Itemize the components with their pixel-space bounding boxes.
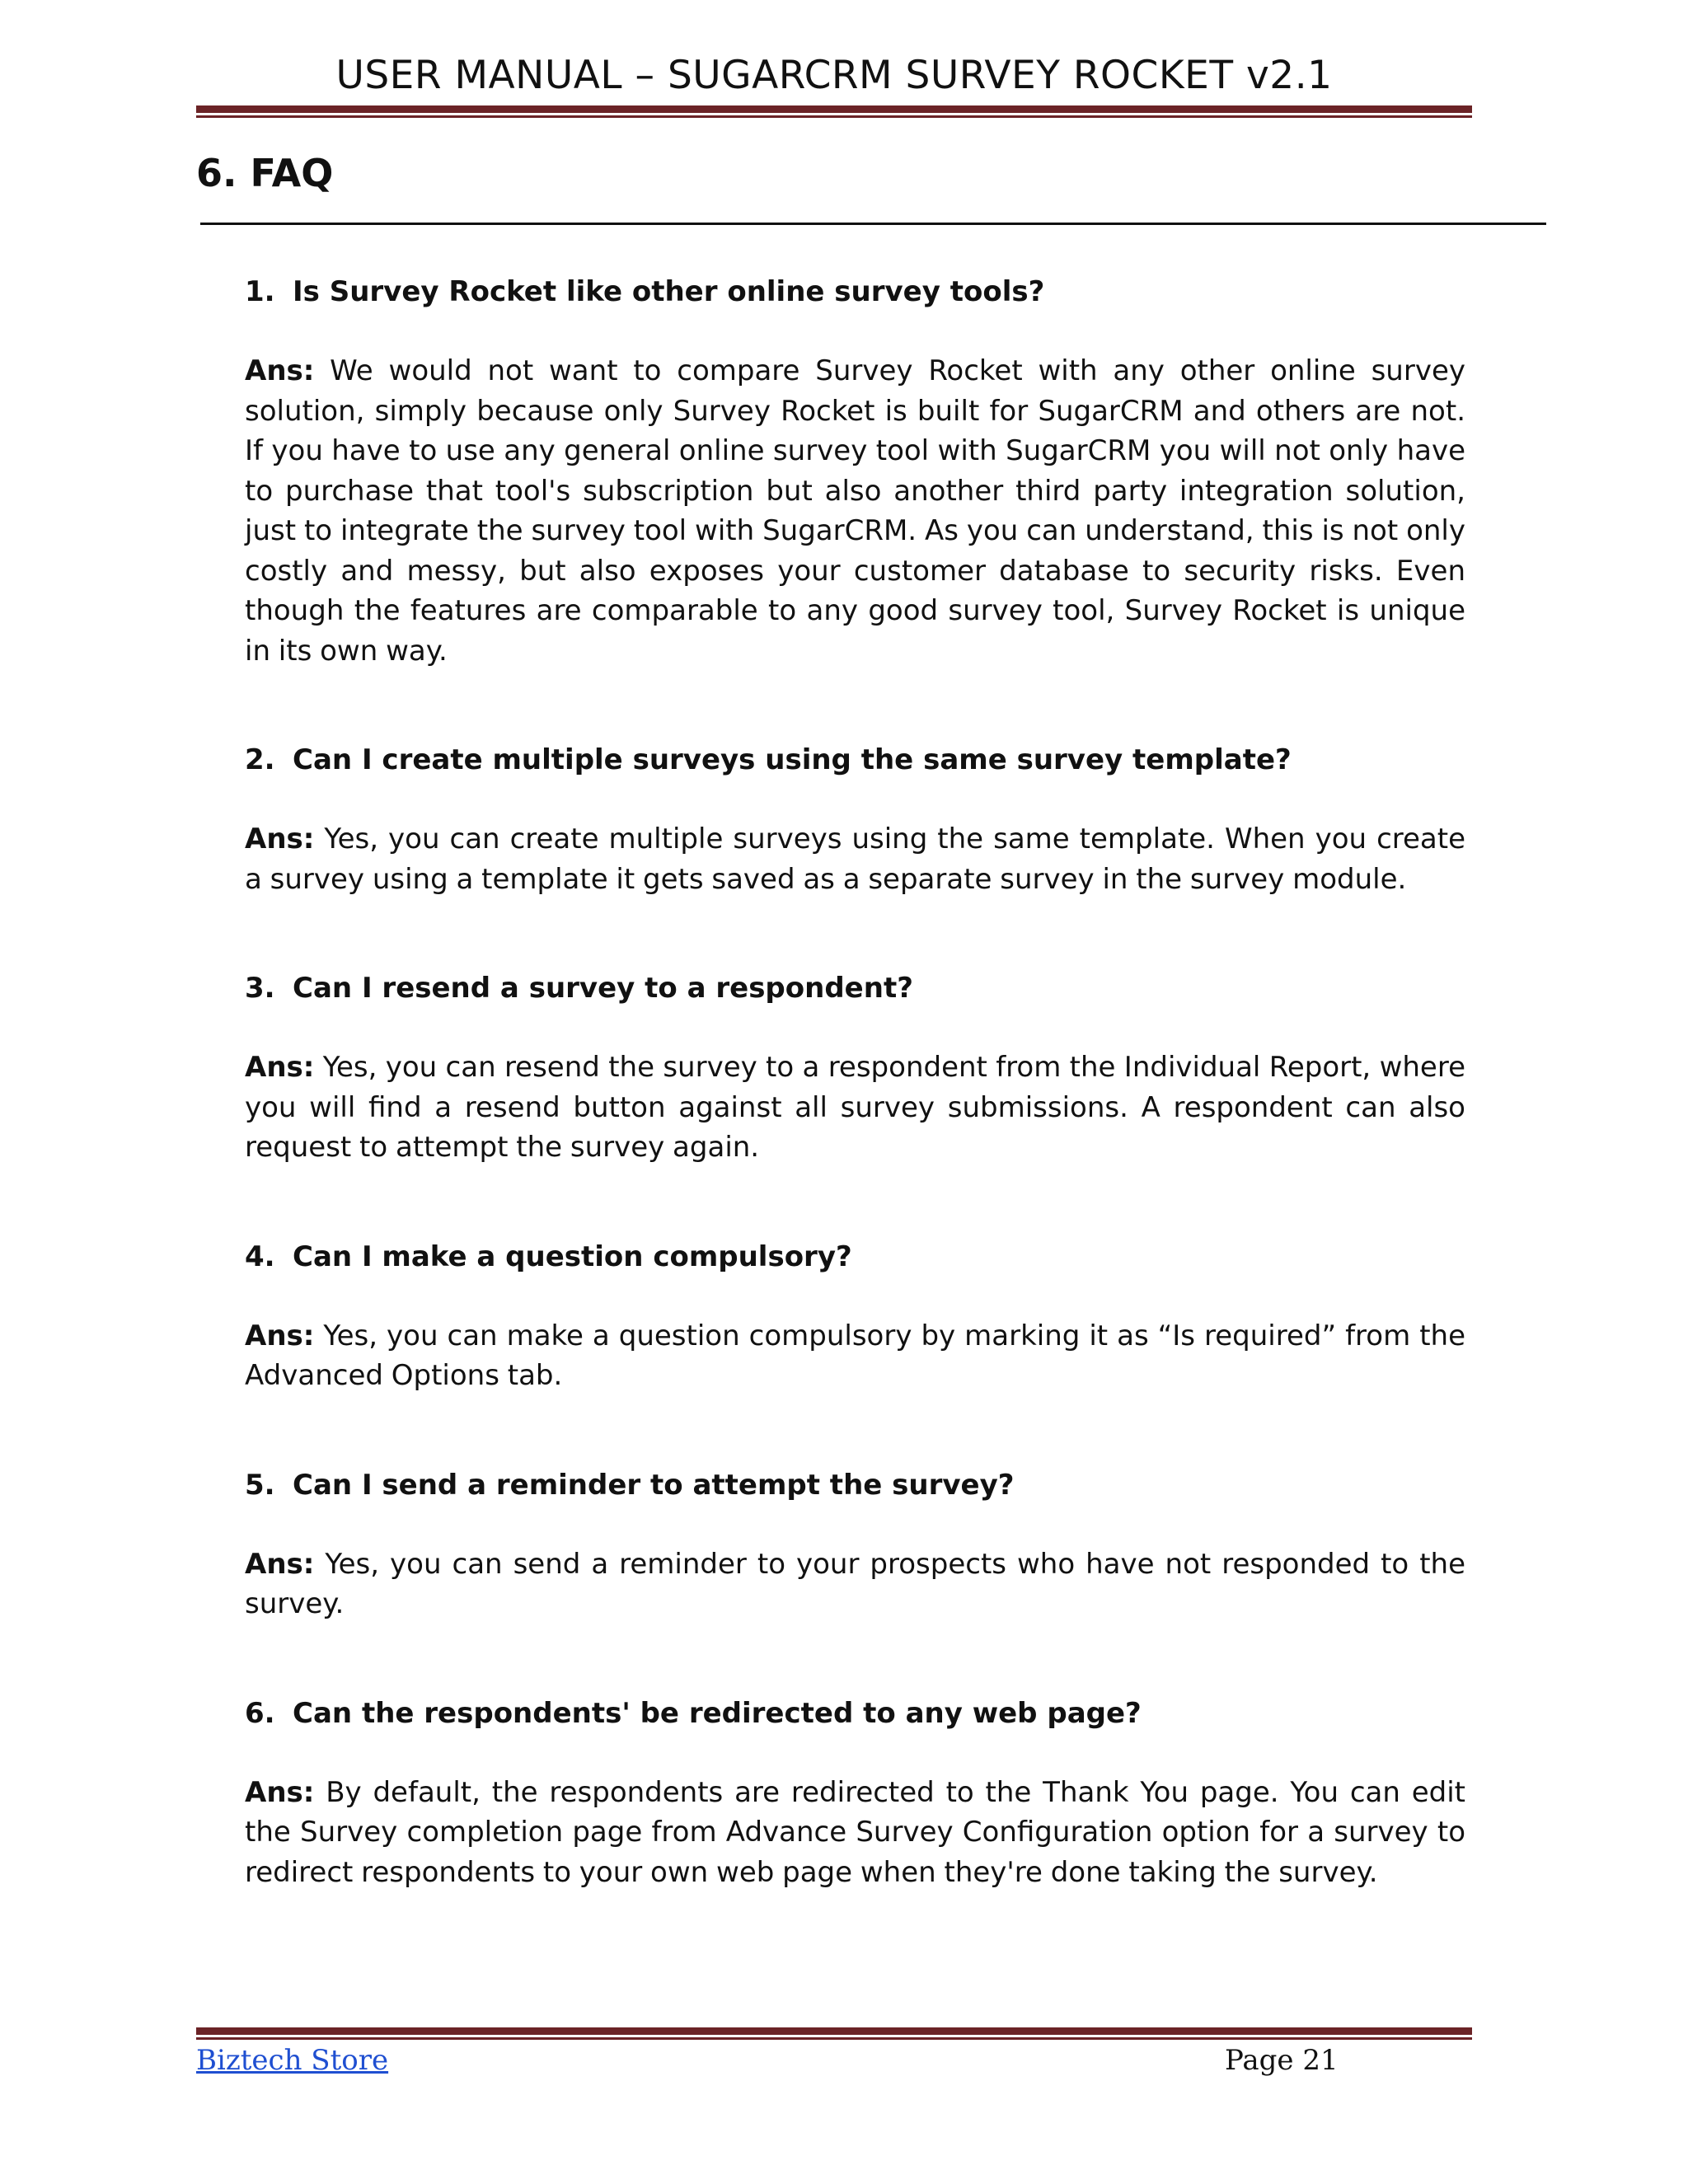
faq-number: 4. [245, 1240, 275, 1273]
faq-answer-text: Yes, you can resend the survey to a respondent from the Individual Report, where you will find a resend button against all survey submissions. A respondent can also request to attempt the survey again. [245, 1051, 1465, 1164]
faq-item-6 [245, 1694, 1465, 1893]
faq-question [245, 1694, 1465, 1733]
faq-question-text: Can I send a reminder to attempt the survey? [293, 1468, 1015, 1502]
answer-label: Ans: [245, 354, 315, 387]
biztech-store-link[interactable]: Biztech Store [196, 2044, 389, 2077]
header-divider [196, 105, 1472, 118]
faq-question [245, 1465, 1465, 1505]
faq-question-text: Can I make a question compulsory? [293, 1240, 852, 1273]
faq-item-2 [245, 740, 1465, 899]
answer-label: Ans: [245, 1319, 315, 1352]
faq-item-5 [245, 1465, 1465, 1624]
faq-answer-text: Yes, you can create multiple surveys using the same template. When you create a survey using a template it gets saved as a separate survey in the survey module. [245, 823, 1465, 896]
faq-answer [245, 819, 1465, 899]
faq-number: 2. [245, 743, 275, 776]
footer-divider [196, 2027, 1472, 2040]
page-number: Page 21 [1225, 2044, 1339, 2077]
faq-question-text: Can the respondents' be redirected to any web page? [293, 1696, 1142, 1730]
faq-number: 1. [245, 275, 275, 308]
faq-list [245, 272, 1465, 1892]
section-heading: 6. FAQ [196, 151, 334, 195]
faq-number: 3. [245, 972, 275, 1005]
faq-answer-text: By default, the respondents are redirected to the Thank You page. You can edit the Survey completion page from Advance Survey Configuration option for a survey to redirect respondents to your own web page when they're done taking the survey. [245, 1775, 1466, 1889]
answer-label: Ans: [245, 823, 315, 855]
faq-answer [245, 1544, 1465, 1624]
faq-number: 6. [245, 1696, 275, 1730]
answer-label: Ans: [245, 1775, 315, 1809]
faq-question [245, 968, 1465, 1008]
faq-question [245, 1237, 1465, 1277]
faq-number: 5. [245, 1468, 275, 1502]
answer-label: Ans: [245, 1051, 315, 1084]
answer-label: Ans: [245, 1547, 315, 1581]
faq-answer [245, 1047, 1465, 1168]
faq-answer-text: Yes, you can send a reminder to your prospects who have not responded to the survey. [245, 1547, 1465, 1620]
faq-question [245, 272, 1465, 312]
faq-answer [245, 1316, 1465, 1396]
faq-question [245, 740, 1465, 780]
faq-answer [245, 351, 1465, 671]
faq-answer-text: Yes, you can make a question compulsory by marking it as “Is required” from the Advanced Options tab. [245, 1319, 1465, 1392]
faq-item-3 [245, 968, 1465, 1168]
faq-question-text: Can I resend a survey to a respondent? [293, 972, 913, 1005]
faq-question-text: Can I create multiple surveys using the same survey template? [293, 743, 1292, 776]
section-divider [200, 223, 1546, 225]
document-title: USER MANUAL – SUGARCRM SURVEY ROCKET v2.1 [335, 53, 1333, 98]
faq-item-1 [245, 272, 1465, 671]
faq-question-text: Is Survey Rocket like other online survey tools? [293, 275, 1045, 308]
faq-answer-text: We would not want to compare Survey Rocket with any other online survey solution, simply because only Survey Rocket is built for SugarCRM and others are not. If you have to use any general online survey tool with SugarCRM you will not only have to purchase that tool's subscription but also another third party integration solution, just to integrate the survey tool with SugarCRM. As you can understand, this is not only costly and messy, but also exposes your customer database to security risks. Even though the features are comparable to any good survey tool, Survey Rocket is unique in its own way. [245, 354, 1465, 668]
faq-answer [245, 1773, 1465, 1893]
faq-item-4 [245, 1237, 1465, 1396]
